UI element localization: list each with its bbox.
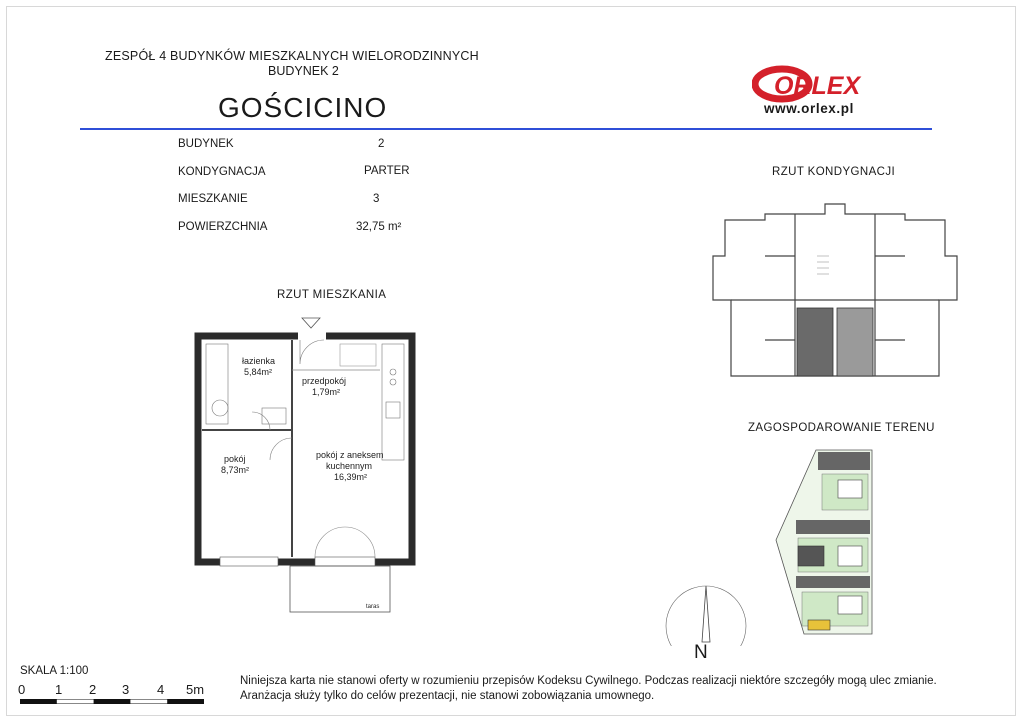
storey-outline xyxy=(713,204,957,376)
hob-ring-1 xyxy=(390,369,396,375)
scale-segment-5 xyxy=(167,699,204,704)
logo-url: www.orlex.pl xyxy=(764,101,854,116)
scale-tick-3: 3 xyxy=(122,682,130,697)
building-2-highlighted xyxy=(798,546,824,566)
bath-door-swing xyxy=(252,412,270,430)
header-divider xyxy=(80,128,932,130)
scale-bar xyxy=(20,699,204,704)
scale-label: SKALA 1:100 xyxy=(20,665,89,677)
info-label-storey: KONDYGNACJA xyxy=(178,166,266,178)
neighbour-unit xyxy=(837,308,873,376)
building-1 xyxy=(838,480,862,498)
scale-tick-0: 0 xyxy=(18,682,26,697)
info-value-building: 2 xyxy=(378,138,385,150)
north-needle xyxy=(702,586,710,642)
city-title: GOŚCICINO xyxy=(218,92,388,123)
site-plan-title: ZAGOSPODAROWANIE TERENU xyxy=(748,422,935,434)
logo-wordmark: ORLEX xyxy=(774,72,861,100)
info-label-building: BUDYNEK xyxy=(178,138,234,150)
room-area-bathroom: 5,84m² xyxy=(244,367,273,377)
storey-plan-title: RZUT KONDYGNACJI xyxy=(772,166,896,178)
north-label: N xyxy=(694,642,708,663)
info-value-area: 32,75 m² xyxy=(356,221,402,233)
room-area-hall: 1,79m² xyxy=(312,387,341,397)
room-name-living-line1: pokój z aneksem xyxy=(316,450,384,460)
disclaimer-line-2: Aranżacja służy tylko do celów prezentacji, nie stanowi zobowiązania umownego. xyxy=(240,690,655,702)
header-building: BUDYNEK 2 xyxy=(268,64,339,78)
storey-key-plan xyxy=(705,200,965,382)
building-4 xyxy=(838,596,862,614)
entry-door-opening xyxy=(298,332,326,340)
room-area-bedroom: 8,73m² xyxy=(221,465,250,475)
room-name-hall: przedpokój xyxy=(302,376,347,386)
info-label-area: POWIERZCHNIA xyxy=(178,221,268,233)
scale-tick-2: 2 xyxy=(89,682,97,697)
bathtub xyxy=(206,344,228,424)
scale-segment-1 xyxy=(20,699,57,704)
apartment-floor-plan xyxy=(190,312,430,622)
site-plan xyxy=(772,444,882,638)
scale-tick-5: 5m xyxy=(186,682,205,697)
room-name-terrace: taras xyxy=(366,604,380,610)
entrance-marker xyxy=(302,318,320,328)
wardrobe xyxy=(340,344,376,366)
info-value-apartment: 3 xyxy=(373,193,380,205)
building-3 xyxy=(838,546,862,566)
room-door-swing xyxy=(270,438,292,460)
north-arrow xyxy=(662,582,752,646)
parking-row-3 xyxy=(796,576,870,588)
scale-tick-4: 4 xyxy=(157,682,165,697)
playground xyxy=(808,620,830,630)
balcony-door-swing-right xyxy=(345,527,375,557)
room-name-living-line2: kuchennym xyxy=(326,461,373,471)
balcony-door xyxy=(315,557,375,566)
floor-plan-title: RZUT MIESZKANIA xyxy=(277,289,387,301)
parking-row-2 xyxy=(796,520,870,534)
room-name-bathroom: łazienka xyxy=(242,356,276,366)
kitchen-sink xyxy=(386,402,400,418)
disclaimer-line-1: Niniejsza karta nie stanowi oferty w rozumieniu przepisów Kodeksu Cywilnego. Podczas realizacji niektóre szczegóły mogą ulec zmianie. xyxy=(240,675,937,687)
compass-circle xyxy=(666,586,746,646)
balcony-door-swing-left xyxy=(315,527,345,557)
parking-row-1 xyxy=(818,452,870,470)
header-title: ZESPÓŁ 4 BUDYNKÓW MIESZKALNYCH WIELORODZINNYCH xyxy=(105,49,479,63)
window-bottom-left xyxy=(220,557,278,566)
room-area-living: 16,39m² xyxy=(334,472,368,482)
hob-ring-2 xyxy=(390,379,396,385)
highlighted-unit-3 xyxy=(797,308,833,376)
scale-segment-3 xyxy=(94,699,131,704)
scale-tick-1: 1 xyxy=(55,682,63,697)
shower-drain xyxy=(212,400,228,416)
room-name-bedroom: pokój xyxy=(224,454,246,464)
entry-door-swing xyxy=(300,340,324,364)
info-value-storey: PARTER xyxy=(364,165,410,177)
washbasin xyxy=(262,408,286,424)
info-label-apartment: MIESZKANIE xyxy=(178,193,248,205)
